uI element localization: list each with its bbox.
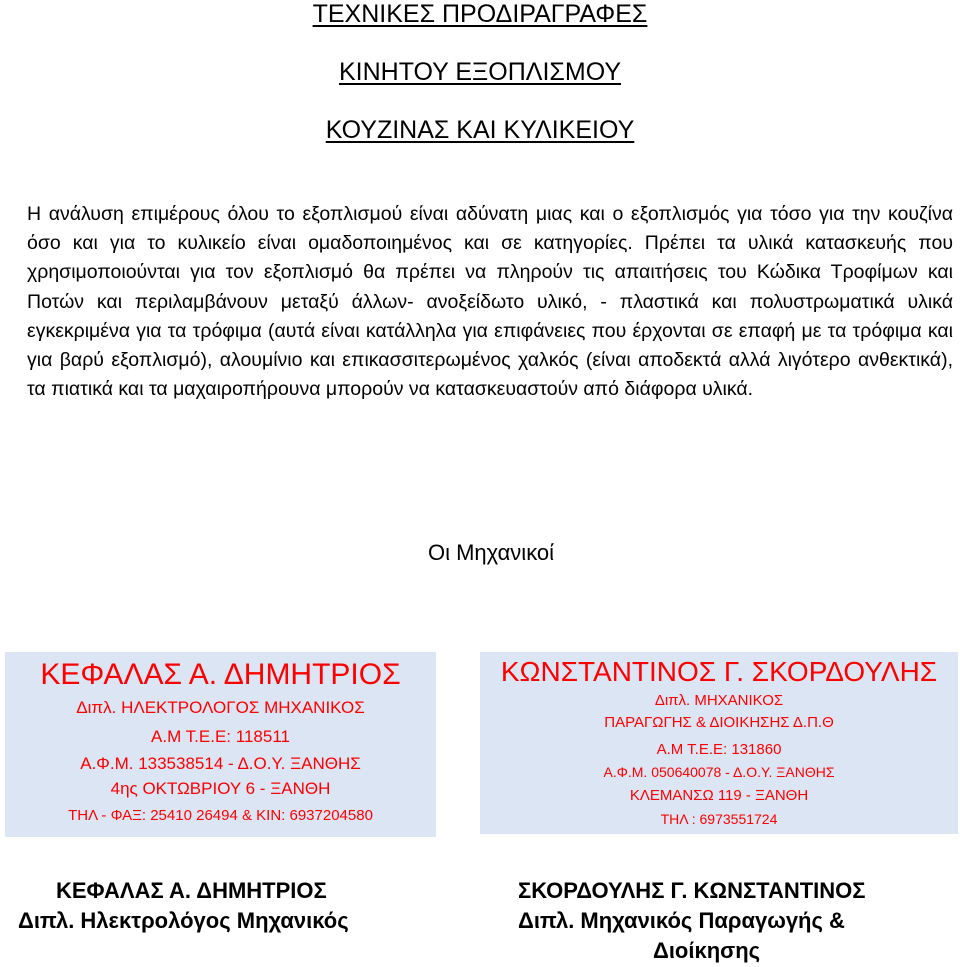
engineer-stamp-2	[480, 652, 958, 834]
stamp-tax-id: Α.Φ.Μ. 133538514 - Δ.Ο.Υ. ΞΑΝΘΗΣ	[80, 754, 361, 773]
signature-name: ΚΕΦΑΛΑΣ Α. ΔΗΜΗΤΡΙΟΣ	[56, 878, 327, 903]
stamp-registration: Α.Μ Τ.Ε.Ε: 118511	[151, 727, 290, 746]
signature-title: Διπλ. Μηχανικός Παραγωγής &	[518, 908, 845, 933]
stamp-title-continued: ΠΑΡΑΓΩΓΗΣ & ΔΙΟΙΚΗΣΗΣ Δ.Π.Θ	[604, 714, 834, 731]
stamp-title: Διπλ. ΗΛΕΚΤΡΟΛΟΓΟΣ ΜΗΧΑΝΙΚΟΣ	[76, 698, 365, 717]
stamp-tax-id: Α.Φ.Μ. 050640078 - Δ.Ο.Υ. ΞΑΝΘΗΣ	[603, 764, 835, 780]
signature-title-continued: Διοίκησης	[653, 938, 761, 963]
document-title-line-2: ΚΙΝΗΤΟΥ ΕΞΟΠΛΙΣΜΟΥ	[338, 58, 622, 86]
stamp-name: ΚΕΦΑΛΑΣ Α. ΔΗΜΗΤΡΙΟΣ	[40, 658, 401, 691]
stamp-title: Διπλ. ΜΗΧΑΝΙΚΟΣ	[654, 692, 784, 709]
stamp-address: 4ης ΟΚΤΩΒΡΙΟΥ 6 - ΞΑΝΘΗ	[110, 779, 331, 798]
engineers-label: Οι Μηχανικοί	[427, 540, 555, 565]
stamp-phone: ΤΗΛ : 6973551724	[660, 811, 778, 827]
stamp-name: ΚΩΝΣΤΑΝΤΙΝΟΣ Γ. ΣΚΟΡΔΟΥΛΗΣ	[500, 656, 938, 687]
signature-block-1	[18, 876, 438, 936]
document-title-line-3: ΚΟΥΖΙΝΑΣ ΚΑΙ ΚΥΛΙΚΕΙΟΥ	[325, 116, 635, 144]
body-paragraph: Η ανάλυση επιμέρους όλου το εξοπλισμού είναι αδύνατη μιας και ο εξοπλισμός για τόσο για την κουζίνα όσο και για το κυλικείο είναι ομαδοποιημένος και σε κατηγορίες. Πρέπει τα υλικά κατασκευής που χρησιμοποιούνται για τον εξοπλισμό θα πρέπει να πληρούν τις απαιτήσεις του Κώδικα Τροφίμων και Ποτών και περιλαμβάνουν μεταξύ άλλων- ανοξείδωτο υλικό, - πλαστικά και πολυστρωματικά υλικά εγκεκριμένα για τα τρόφιμα (αυτά είναι κατάλληλα για επιφάνειες που έρχονται σε επαφή με τα τρόφιμα και για βαρύ εξοπλισμό), αλουμίνιο και επικασσιτερωμένος χαλκός (είναι αποδεκτά αλλά λιγότερο ανθεκτικά), τα πιατικά και τα μαχαιροπήρουνα μπορούν να κατασκευαστούν από διάφορα υλικά.	[27, 203, 953, 401]
document-title-line-1: ΤΕΧΝΙΚΕΣ ΠΡΟΔΙΡΑΓΡΑΦΕΣ	[312, 0, 648, 28]
stamp-registration: Α.Μ Τ.Ε.Ε: 131860	[656, 741, 782, 758]
signature-name: ΣΚΟΡΔΟΥΛΗΣ Γ. ΚΩΝΣΤΑΝΤΙΝΟΣ	[518, 878, 866, 903]
signature-title: Διπλ. Ηλεκτρολόγος Μηχανικός	[18, 908, 349, 933]
engineer-stamp-1	[5, 652, 436, 837]
stamp-phone: ΤΗΛ - ΦΑΞ: 25410 26494 & ΚΙΝ: 6937204580	[68, 807, 373, 824]
signature-block-2	[518, 876, 958, 966]
stamp-address: ΚΛΕΜΑΝΣΩ 119 - ΞΑΝΘΗ	[629, 787, 809, 804]
